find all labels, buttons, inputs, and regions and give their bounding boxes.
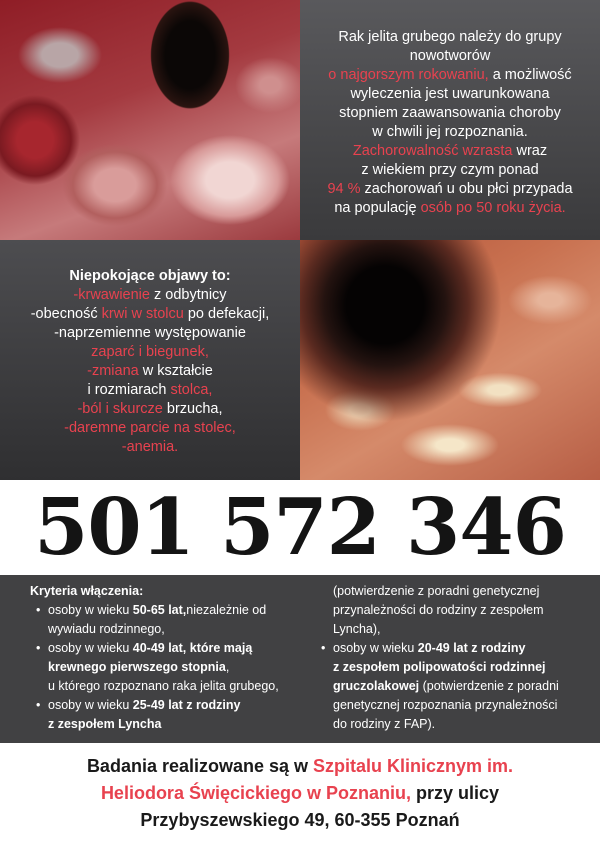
symptoms-panel: [0, 240, 300, 480]
colon-endoscopy-image-middle: [300, 240, 600, 480]
criteria-text: u którego rozpoznano raka jelita grubego,: [48, 679, 279, 693]
criteria-item: [30, 601, 310, 639]
criteria-text: Lyncha),: [333, 622, 381, 636]
info-line: nowotworów: [409, 48, 491, 64]
info-highlight: 94 %: [327, 181, 361, 197]
symptom-highlight: -daremne parcie na stolec,: [64, 420, 236, 436]
info-line: stopniem zaawansowania choroby: [339, 105, 561, 121]
info-line: na populację: [334, 200, 421, 216]
info-highlight: osób po 50 roku życia.: [420, 200, 566, 216]
info-line: zachorowań u obu płci przypada: [360, 181, 573, 197]
criteria-bold: 25-49 lat z rodziny: [132, 698, 241, 712]
criteria-text: do rodziny z FAP).: [333, 717, 436, 731]
criteria-bold: 40-49 lat, które mają: [132, 641, 253, 655]
footer-text: Badania realizowane są w: [86, 756, 314, 776]
footer-text: przy ulicy: [411, 783, 500, 803]
criteria-text: wywiadu rodzinnego,: [48, 622, 165, 636]
criteria-bold: 20-49 lat z rodziny: [417, 641, 526, 655]
criteria-column-right: [315, 582, 595, 734]
symptoms-title: Niepokojące objawy to:: [69, 268, 231, 284]
criteria-bold: z zespołem Lyncha: [48, 717, 162, 731]
criteria-bold: gruczolakowej: [333, 679, 420, 693]
criteria-panel: [0, 575, 600, 743]
symptom-highlight: zaparć i biegunek,: [91, 344, 209, 360]
info-line: a możliwość: [488, 67, 572, 83]
symptom-highlight: -zmiana: [87, 363, 139, 379]
criteria-text: osoby w wieku: [333, 641, 418, 655]
info-line: wyleczenia jest uwarunkowana: [350, 86, 550, 102]
hospital-name: Heliodora Święcickiego w Poznaniu,: [100, 783, 412, 803]
symptom-text: i rozmiarach: [87, 382, 171, 398]
info-line: z wiekiem przy czym ponad: [361, 162, 539, 178]
criteria-text: (potwierdzenie z poradni: [419, 679, 559, 693]
symptom-text: -naprzemienne występowanie: [54, 325, 246, 341]
hospital-name: Szpitalu Klinicznym im.: [313, 756, 514, 776]
symptom-text: brzucha,: [162, 401, 223, 417]
criteria-bold: krewnego pierwszego stopnia: [48, 660, 226, 674]
criteria-item: [30, 639, 310, 696]
symptom-highlight: -krwawienie: [73, 287, 150, 303]
info-panel: [300, 0, 600, 240]
info-text: [310, 28, 590, 218]
criteria-title: Kryteria włączenia:: [30, 584, 144, 598]
criteria-text: przynależności do rodziny z zespołem: [333, 603, 544, 617]
criteria-text: osoby w wieku: [48, 603, 133, 617]
info-highlight: Zachorowalność wzrasta: [352, 143, 513, 159]
criteria-text: (potwierdzenie z poradni genetycznej: [333, 584, 540, 598]
footer-address: [0, 743, 600, 845]
street-address: Przybyszewskiego 49, 60-355 Poznań: [140, 810, 460, 830]
criteria-bold: z zespołem polipowatości rodzinnej: [333, 660, 546, 674]
criteria-text: ,: [225, 660, 230, 674]
criteria-text: genetycznej rozpoznania przynależności: [333, 698, 558, 712]
symptom-highlight: -ból i skurcze: [77, 401, 163, 417]
criteria-item: [30, 696, 310, 734]
info-line: wraz: [512, 143, 548, 159]
symptom-text: po defekacji,: [183, 306, 270, 322]
criteria-bold: 50-65 lat,: [132, 603, 187, 617]
criteria-item: [315, 639, 595, 734]
symptom-text: -obecność: [30, 306, 102, 322]
phone-number[interactable]: 501 572 346: [34, 482, 566, 573]
symptom-highlight: -anemia.: [121, 439, 179, 455]
info-line: Rak jelita grubego należy do grupy: [338, 29, 562, 45]
symptoms-list: [0, 267, 300, 457]
symptom-highlight: stolca,: [170, 382, 213, 398]
colon-endoscopy-image-top: [0, 0, 300, 240]
symptom-highlight: krwi w stolcu: [101, 306, 184, 322]
symptom-text: w kształcie: [138, 363, 213, 379]
criteria-text: osoby w wieku: [48, 698, 133, 712]
info-highlight: o najgorszym rokowaniu,: [328, 67, 489, 83]
criteria-text: niezależnie od: [186, 603, 267, 617]
criteria-text: osoby w wieku: [48, 641, 133, 655]
info-line: w chwili jej rozpoznania.: [372, 124, 528, 140]
phone-number-banner: [0, 480, 600, 575]
criteria-column-left: [30, 582, 310, 734]
symptom-text: z odbytnicy: [149, 287, 227, 303]
